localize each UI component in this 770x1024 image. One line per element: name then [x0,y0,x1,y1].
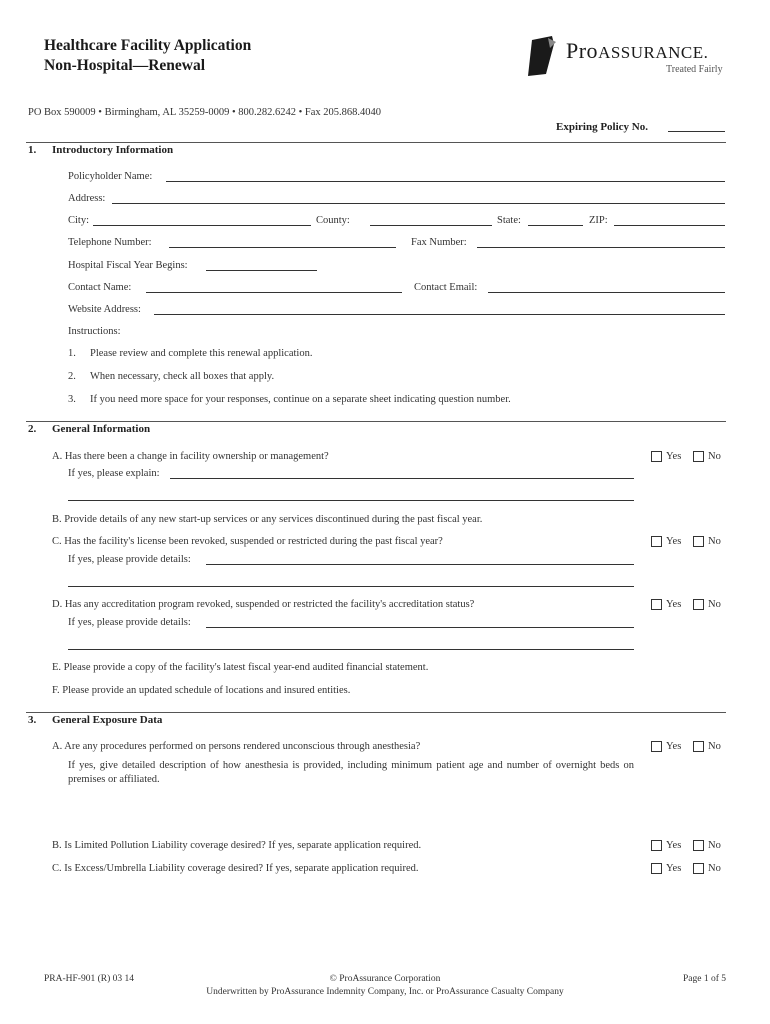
no-label: No [708,840,721,851]
yes-label: Yes [666,451,682,462]
section-divider [26,142,726,143]
expiring-policy-field[interactable] [668,131,725,132]
no-label: No [708,863,721,874]
section-1-title: Introductory Information [52,144,174,156]
q2a-no-checkbox[interactable] [693,451,704,462]
q2d-details-field-2[interactable] [68,649,634,650]
question-3c: C. Is Excess/Umbrella Liability coverage desired? If yes, separate application required. [52,863,419,874]
instruction-number: 3. [68,394,76,405]
q2d-yes-checkbox[interactable] [651,599,662,610]
contact-info: PO Box 590009 • Birmingham, AL 35259-0009 • 800.282.6242 • Fax 205.868.4040 [28,107,382,118]
section-divider [26,421,726,422]
city-label: City: [68,215,90,226]
q2d-details-field[interactable] [206,627,634,628]
question-2e: E. Please provide a copy of the facility's latest fiscal year-end audited financial statement. [52,662,429,673]
telephone-field[interactable] [169,247,396,248]
contact-email-field[interactable] [488,292,725,293]
zip-label: ZIP: [589,215,608,226]
q3a-yes-checkbox[interactable] [651,741,662,752]
logo-pro: Pro [566,38,599,63]
no-label: No [708,536,721,547]
yes-label: Yes [666,863,682,874]
question-2c: C. Has the facility's license been revoked, suspended or restricted during the past fiscal year? [52,536,443,547]
fax-label: Fax Number: [411,237,467,248]
q2d-no-checkbox[interactable] [693,599,704,610]
q2c-follow-label: If yes, please provide details: [68,554,191,565]
instruction-text: When necessary, check all boxes that apply. [90,371,275,382]
yes-label: Yes [666,599,682,610]
section-divider [26,712,726,713]
contact-name-label: Contact Name: [68,282,132,293]
footer-underwritten: Underwritten by ProAssurance Indemnity Company, Inc. or ProAssurance Casualty Company [206,987,564,997]
website-field[interactable] [154,314,725,315]
section-3-title: General Exposure Data [52,714,163,726]
zip-field[interactable] [614,225,725,226]
q2c-details-field[interactable] [206,564,634,565]
no-label: No [708,451,721,462]
yes-label: Yes [666,536,682,547]
q3c-no-checkbox[interactable] [693,863,704,874]
section-2-number: 2. [28,423,37,435]
q2c-details-field-2[interactable] [68,586,634,587]
section-1-number: 1. [28,144,37,156]
question-2f: F. Please provide an updated schedule of locations and insured entities. [52,685,351,696]
q3a-no-checkbox[interactable] [693,741,704,752]
telephone-label: Telephone Number: [68,237,152,248]
fax-field[interactable] [477,247,725,248]
q3a-follow-text: If yes, give detailed description of how anesthesia is provided, including minimum patient age and number of overnight beds on premises or affiliated. [68,760,634,785]
instruction-number: 2. [68,371,76,382]
section-3-number: 3. [28,714,37,726]
question-2d: D. Has any accreditation program revoked, suspended or restricted the facility's accreditation status? [52,599,475,610]
address-label: Address: [68,193,106,204]
fiscal-year-field[interactable] [206,270,317,271]
yes-label: Yes [666,840,682,851]
question-3a: A. Are any procedures performed on persons rendered unconscious through anesthesia? [52,741,421,752]
form-title-line2: Non-Hospital—Renewal [44,57,206,74]
footer-copyright: © ProAssurance Corporation [329,974,441,984]
no-label: No [708,599,721,610]
county-field[interactable] [370,225,492,226]
fiscal-year-label: Hospital Fiscal Year Begins: [68,260,188,271]
q2d-follow-label: If yes, please provide details: [68,617,191,628]
logo-assurance: ASSURANCE. [598,43,709,62]
q3b-yes-checkbox[interactable] [651,840,662,851]
q2a-follow-label: If yes, please explain: [68,468,160,479]
expiring-policy-label: Expiring Policy No. [556,121,648,133]
q2c-yes-checkbox[interactable] [651,536,662,547]
no-label: No [708,741,721,752]
question-3b: B. Is Limited Pollution Liability coverage desired? If yes, separate application required. [52,840,422,851]
form-title-line1: Healthcare Facility Application [44,37,252,54]
state-field[interactable] [528,225,583,226]
proassurance-logo-icon [524,34,564,78]
q2a-explain-field[interactable] [170,478,634,479]
q2a-yes-checkbox[interactable] [651,451,662,462]
q3c-yes-checkbox[interactable] [651,863,662,874]
policyholder-field[interactable] [166,181,725,182]
contact-name-field[interactable] [146,292,402,293]
question-2a: A. Has there been a change in facility ownership or management? [52,451,329,462]
instruction-text: If you need more space for your responses, continue on a separate sheet indicating question number. [90,394,511,405]
yes-label: Yes [666,741,682,752]
website-label: Website Address: [68,304,141,315]
city-field[interactable] [93,225,311,226]
instruction-text: Please review and complete this renewal application. [90,348,313,359]
logo-tagline: Treated Fairly [666,64,723,75]
section-2-title: General Information [52,423,151,435]
question-2b: B. Provide details of any new start-up services or any services discontinued during the past fiscal year. [52,514,483,525]
logo-wordmark [566,38,708,64]
policyholder-label: Policyholder Name: [68,171,153,182]
q2a-explain-field-2[interactable] [68,500,634,501]
county-label: County: [316,215,350,226]
instructions-label: Instructions: [68,326,121,337]
address-field[interactable] [112,203,725,204]
q2c-no-checkbox[interactable] [693,536,704,547]
q3b-no-checkbox[interactable] [693,840,704,851]
state-label: State: [497,215,521,226]
instruction-number: 1. [68,348,76,359]
contact-email-label: Contact Email: [414,282,478,293]
form-id: PRA-HF-901 (R) 03 14 [44,974,134,984]
page-number: Page 1 of 5 [682,974,726,984]
